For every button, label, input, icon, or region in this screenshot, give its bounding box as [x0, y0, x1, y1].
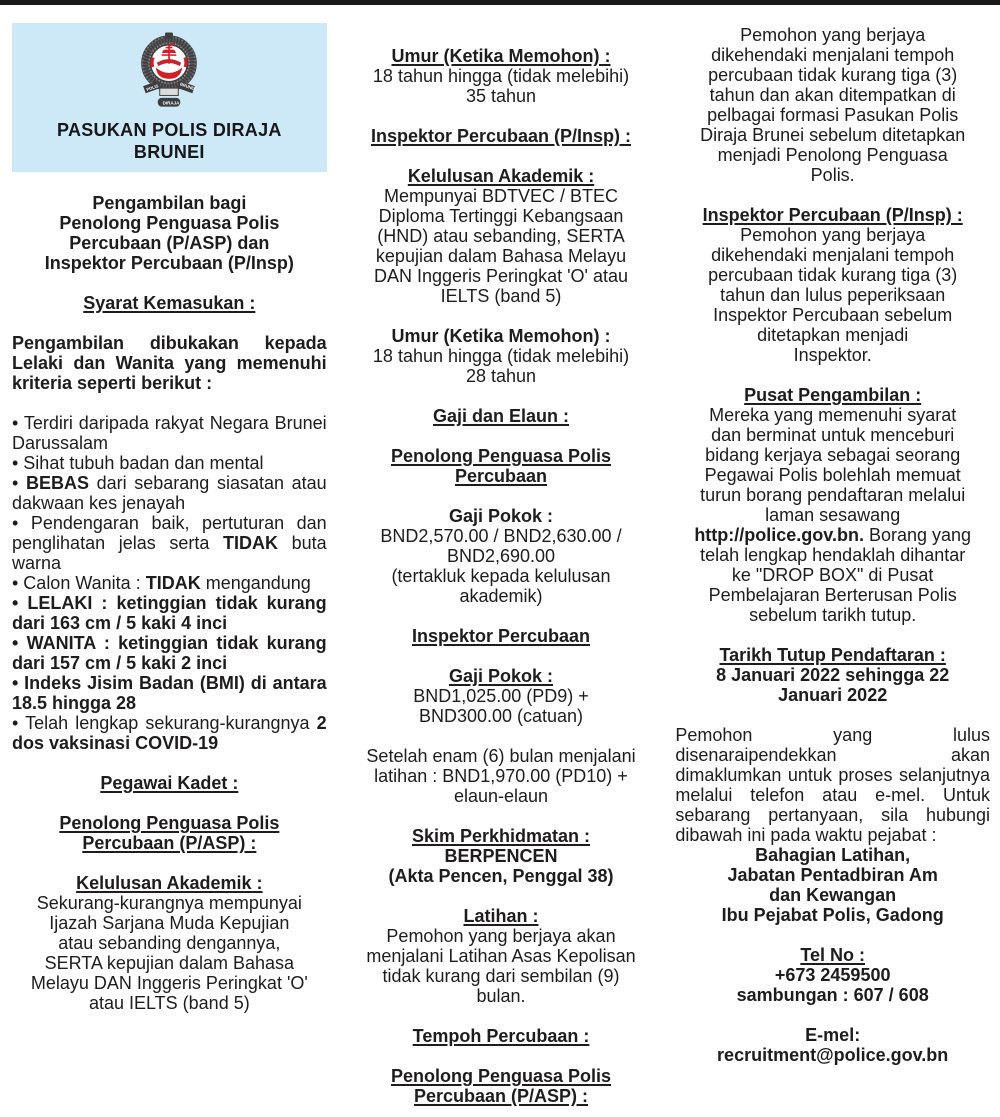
text-segment: +673 2459500 [774, 965, 891, 985]
text-segment: Percubaan (P/ASP) : [413, 1086, 589, 1106]
body-text [344, 686, 659, 726]
text-segment: percubaan tidak kurang tiga (3) [708, 65, 958, 85]
text-segment: 18 tahun hingga (tidak melebihi) [372, 66, 630, 86]
text-segment: tahun dan akan ditempatkan di [709, 85, 956, 105]
org-name-line1: PASUKAN POLIS DIRAJA [56, 120, 282, 140]
text-segment: • WANITA : ketinggian tidak kurang dari 157 cm / 5 kaki 2 inci [12, 633, 327, 673]
bullet-item [12, 593, 327, 633]
text-segment: Pembelajaran Berterusan Polis [708, 585, 957, 605]
intro-title [12, 193, 327, 273]
body-text [12, 893, 327, 1013]
contact-email-label [675, 1025, 990, 1045]
text-segment: sambungan : 607 / 608 [736, 985, 929, 1005]
top-rule [0, 0, 1000, 5]
text-segment: dan Kewangan [769, 885, 897, 905]
text-segment: Penolong Penguasa Polis [390, 446, 612, 466]
body-text [344, 186, 659, 306]
text-segment: Percubaan (P/ASP) dan [69, 233, 270, 253]
column-middle [344, 0, 659, 1106]
text-segment: Latihan : [463, 906, 539, 926]
text-segment: dari sebarang siasatan atau dakwaan kes jenayah [12, 473, 327, 513]
text-segment: TIDAK [223, 533, 278, 553]
text-segment: pelbagai formasi Pasukan Polis [707, 105, 959, 125]
text-segment: dikehendaki menjalani tempoh [711, 45, 955, 65]
text-segment: Ijazah Sarjana Muda Kepujian [49, 913, 290, 933]
police-header-box [12, 23, 327, 172]
text-segment: Inspektor Percubaan sebelum [713, 305, 953, 325]
text-segment: laman sesawang [765, 505, 901, 525]
text-segment: ke "DROP BOX" di Pusat [731, 565, 934, 585]
text-segment: Pemohon yang berjaya akan [386, 926, 616, 946]
section-heading [344, 1026, 659, 1046]
text-segment: recruitment@police.gov.bn [717, 1045, 949, 1065]
text-segment: (tertakluk kepada kelulusan [391, 566, 611, 586]
text-segment: telah lengkap hendaklah dihantar [700, 545, 966, 565]
section-heading [344, 506, 659, 526]
text-segment: • Sihat tubuh badan dan mental [12, 453, 264, 473]
text-segment: bulan. [476, 986, 526, 1006]
svg-text:BRUNEI: BRUNEI [179, 81, 197, 92]
text-segment: Umur (Ketika Memohon) : [391, 326, 611, 346]
bullet-item [12, 413, 327, 453]
contact-email [675, 1045, 990, 1065]
text-segment: 28 tahun [465, 366, 537, 386]
text-segment: 18 tahun hingga (tidak melebihi) [372, 346, 630, 366]
body-text [675, 225, 990, 365]
text-segment: Polis. [810, 165, 855, 185]
contact-address [675, 845, 990, 925]
section-heading [344, 906, 659, 926]
bullet-item [12, 673, 327, 713]
closing-dates [675, 665, 990, 705]
text-segment: Ibu Pejabat Polis, Gadong [721, 905, 944, 925]
section-heading [344, 46, 659, 66]
text-segment: latihan : BND1,970.00 (PD10) + [374, 766, 628, 786]
org-name [57, 119, 282, 163]
text-segment: Diraja Brunei sebelum ditetapkan [700, 125, 966, 145]
text-segment: Setelah enam (6) bulan menjalani [366, 746, 636, 766]
bullet-item [12, 473, 327, 513]
section-heading [12, 813, 327, 853]
text-segment: DAN Inggeris Peringkat 'O' atau [374, 266, 628, 286]
intro-paragraph [12, 333, 327, 393]
section-heading [675, 385, 990, 405]
text-segment: tahun dan lulus peperiksaan [720, 285, 946, 305]
column-right-content [675, 25, 990, 1065]
text-segment: • LELAKI : ketinggian tidak kurang dari 163 cm / 5 kaki 4 inci [12, 593, 327, 633]
text-segment: BND1,025.00 (PD9) + [413, 686, 589, 706]
text-segment: • Terdiri daripada rakyat Negara Brunei Darussalam [12, 413, 327, 453]
section-heading [344, 406, 659, 426]
text-segment: Melayu DAN Inggeris Peringkat 'O' [30, 973, 308, 993]
text-segment: Umur (Ketika Memohon) : [391, 46, 611, 66]
body-text [675, 25, 990, 185]
text-segment: Kelulusan Akademik : [76, 873, 263, 893]
bullet-item [12, 513, 327, 573]
text-segment: SERTA kepujian dalam Bahasa [44, 953, 295, 973]
text-segment: Pegawai Kadet : [100, 773, 239, 793]
section-heading [344, 826, 659, 846]
text-segment: Skim Perkhidmatan : [411, 826, 591, 846]
text-segment: Mereka yang memenuhi syarat [709, 405, 957, 425]
text-segment: Inspektor. [793, 345, 872, 365]
text-segment: dikehendaki menjalani tempoh [711, 245, 955, 265]
text-segment: Pengambilan bagi [92, 193, 247, 213]
text-segment: bidang kerjaya sebagai seorang [705, 445, 961, 465]
text-segment: E-mel: [805, 1025, 861, 1045]
text-segment: Gaji Pokok : [448, 506, 554, 526]
text-segment: Tel No : [800, 945, 866, 965]
text-segment: BND2,570.00 / BND2,630.00 / [380, 526, 622, 546]
text-segment: Pemohon yang berjaya [740, 225, 926, 245]
section-heading [344, 1066, 659, 1106]
section-heading [675, 945, 990, 965]
text-segment: Penolong Penguasa Polis [59, 213, 280, 233]
bullet-item [12, 453, 327, 473]
text-segment: buta warna [12, 533, 327, 573]
text-segment: Jabatan Pentadbiran Am [727, 865, 938, 885]
text-segment: Inspektor Percubaan (P/Insp) [44, 253, 294, 273]
text-segment: 35 tahun [465, 86, 537, 106]
text-segment: elaun-elaun [453, 786, 549, 806]
text-segment: percubaan tidak kurang tiga (3) [708, 265, 958, 285]
text-segment: BND300.00 (catuan) [418, 706, 584, 726]
text-segment: menjadi Penolong Penguasa [717, 145, 948, 165]
text-segment: Gaji Pokok : [448, 666, 554, 686]
text-segment: • [12, 473, 26, 493]
text-segment: Diploma Tertinggi Kebangsaan [378, 206, 624, 226]
text-segment: Tempoh Percubaan : [412, 1026, 590, 1046]
section-heading [344, 446, 659, 486]
text-segment: Mempunyai BDTVEC / BTEC [383, 186, 619, 206]
text-segment: Borang yang [863, 525, 972, 545]
text-segment: Gaji dan Elaun : [432, 406, 570, 426]
column-right [675, 0, 990, 1106]
section-heading [344, 326, 659, 346]
text-segment: • Indeks Jisim Badan (BMI) di antara 18.5 hingga 28 [12, 673, 327, 713]
column-left [12, 0, 327, 1106]
text-segment: Pemohon yang berjaya [740, 25, 926, 45]
body-paragraph [675, 725, 990, 845]
body-text [344, 526, 659, 606]
text-segment: Januari 2022 [778, 685, 888, 705]
text-segment: • Telah lengkap sekurang-kurangnya [12, 713, 317, 733]
text-segment: Bahagian Latihan, [755, 845, 911, 865]
text-segment: 8 Januari 2022 sehingga 22 [716, 665, 950, 685]
text-segment: TIDAK [145, 573, 201, 593]
section-heading [344, 626, 659, 646]
section-heading [344, 666, 659, 686]
text-segment: turun borang pendaftaran melalui [700, 485, 966, 505]
section-heading [12, 873, 327, 893]
svg-text:DIRAJA: DIRAJA [162, 100, 180, 106]
text-segment: ditetapkan menjadi [757, 325, 909, 345]
text-segment: Inspektor Percubaan (P/Insp) : [702, 205, 963, 225]
text-segment: tidak kurang dari sembilan (9) [382, 966, 620, 986]
text-segment: Syarat Kemasukan : [83, 293, 256, 313]
text-segment: atau IELTS (band 5) [88, 993, 250, 1013]
text-segment: Percubaan [454, 466, 548, 486]
text-segment: BERPENCEN [444, 846, 558, 866]
section-heading [344, 126, 659, 146]
royal-brunei-police-crest-logo [136, 32, 202, 114]
text-segment: atau sebanding dengannya, [58, 933, 281, 953]
org-name-line2: BRUNEI [133, 142, 205, 162]
text-segment: 2 dos vaksinasi COVID-19 [12, 713, 327, 753]
section-heading [12, 293, 327, 313]
body-text [675, 405, 990, 625]
text-segment: Pemohon yang lulus disenaraipendekkan akan dimaklumkan untuk proses selanjutnya melalui telefon atau e-mel. Untuk sebarang pertanyaan, sila hubungi dibawah ini pada waktu pejabat : [675, 725, 991, 845]
column-left-content [12, 193, 327, 1013]
text-segment: Pegawai Polis bolehlah memuat [704, 465, 961, 485]
body-text [344, 66, 659, 106]
bullet-item [12, 573, 327, 593]
text-segment: IELTS (band 5) [440, 286, 562, 306]
text-segment: (Akta Pencen, Penggal 38) [388, 866, 614, 886]
text-segment: Kelulusan Akademik : [407, 166, 595, 186]
text-segment: dan berminat untuk menceburi [711, 425, 955, 445]
text-segment: BND2,690.00 [446, 546, 556, 566]
section-heading [12, 773, 327, 793]
text-segment: Pusat Pengambilan : [744, 385, 922, 405]
text-segment: (HND) atau sebanding, SERTA [377, 226, 625, 246]
section-heading [344, 166, 659, 186]
bullet-item [12, 713, 327, 753]
section-heading [675, 205, 990, 225]
svg-text:POLIS: POLIS [146, 83, 160, 93]
text-segment: Penolong Penguasa Polis [390, 1066, 612, 1086]
body-text [344, 746, 659, 806]
bullet-item [12, 633, 327, 673]
text-segment: menjalani Latihan Asas Kepolisan [366, 946, 636, 966]
text-segment: Percubaan (P/ASP) : [82, 833, 257, 853]
contact-phone [675, 965, 990, 1005]
text-segment: Tarikh Tutup Pendaftaran : [719, 645, 946, 665]
body-text [344, 346, 659, 386]
body-text-bold [344, 846, 659, 866]
text-segment: BEBAS [25, 473, 89, 493]
text-segment: Inspektor Percubaan (P/Insp) : [370, 126, 632, 146]
text-segment: akademik) [459, 586, 543, 606]
text-segment: kepujian dalam Bahasa Melayu [375, 246, 627, 266]
text-segment: Penolong Penguasa Polis [59, 813, 280, 833]
text-segment: Sekurang-kurangnya mempunyai [36, 893, 302, 913]
body-text [344, 926, 659, 1006]
text-segment: Inspektor Percubaan [411, 626, 591, 646]
text-segment: http://police.gov.bn. [694, 525, 864, 545]
body-text-bold [344, 866, 659, 886]
text-segment: sebelum tarikh tutup. [749, 605, 917, 625]
text-segment: • Calon Wanita : [12, 573, 146, 593]
column-middle-content [344, 46, 659, 1106]
text-segment: • Pendengaran baik, pertuturan dan penglihatan jelas serta [12, 513, 327, 553]
section-heading [675, 645, 990, 665]
text-segment: Pengambilan dibukakan kepada Lelaki dan Wanita yang memenuhi kriteria seperti berikut : [12, 333, 327, 393]
text-segment: mengandung [200, 573, 311, 593]
